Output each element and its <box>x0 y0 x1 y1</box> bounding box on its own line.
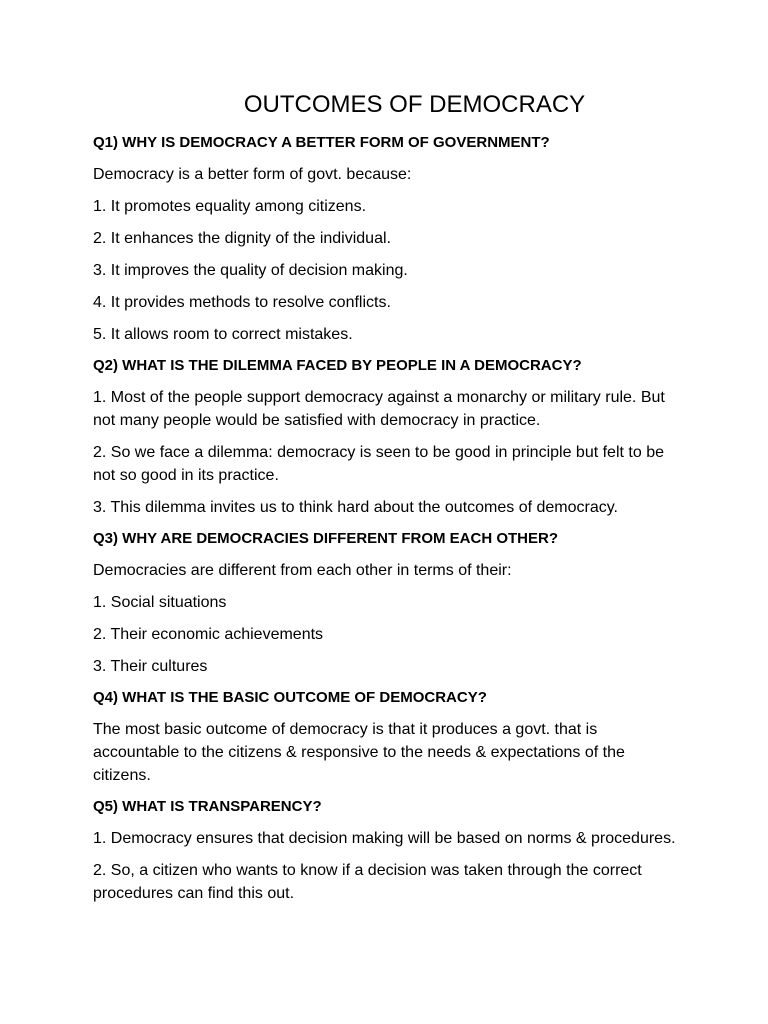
answer-paragraph: 4. It provides methods to resolve conflicts. <box>93 294 391 311</box>
section-q4 <box>93 687 678 787</box>
document-title: OUTCOMES OF DEMOCRACY <box>243 91 586 118</box>
answer-paragraph: 3. This dilemma invites us to think hard about the outcomes of democracy. <box>93 499 618 516</box>
answer-paragraph: 1. Social situations <box>93 594 227 611</box>
section-q3 <box>93 528 678 678</box>
section-q2 <box>93 355 678 519</box>
document-page <box>93 88 678 914</box>
answer-paragraph: 3. Their cultures <box>93 658 208 675</box>
answer-paragraph: 1. Democracy ensures that decision making will be based on norms & procedures. <box>93 830 676 847</box>
answer-paragraph: The most basic outcome of democracy is that it produces a govt. that is accountable to the citizens & responsive to the needs & expectations of the citizens. <box>93 721 625 784</box>
answer-paragraph: 2. So, a citizen who wants to know if a decision was taken through the correct procedures can find this out. <box>93 862 642 902</box>
section-q1 <box>93 132 678 346</box>
answer-paragraph: 2. It enhances the dignity of the individual. <box>93 230 391 247</box>
answer-paragraph: 3. It improves the quality of decision making. <box>93 262 408 279</box>
section-q5 <box>93 796 678 905</box>
answer-paragraph: 1. Most of the people support democracy against a monarchy or military rule. But not many people would be satisfied with democracy in practice. <box>93 389 665 429</box>
answer-paragraph: 2. Their economic achievements <box>93 626 324 643</box>
question-heading: Q3) WHY ARE DEMOCRACIES DIFFERENT FROM EACH OTHER? <box>93 530 559 547</box>
question-heading: Q5) WHAT IS TRANSPARENCY? <box>93 798 322 815</box>
question-heading: Q4) WHAT IS THE BASIC OUTCOME OF DEMOCRACY? <box>93 689 487 706</box>
answer-paragraph: 2. So we face a dilemma: democracy is seen to be good in principle but felt to be not so good in its practice. <box>93 444 664 484</box>
answer-paragraph: Democracy is a better form of govt. because: <box>93 166 412 183</box>
question-heading: Q2) WHAT IS THE DILEMMA FACED BY PEOPLE IN A DEMOCRACY? <box>93 357 582 374</box>
question-heading: Q1) WHY IS DEMOCRACY A BETTER FORM OF GOVERNMENT? <box>93 134 550 151</box>
answer-paragraph: 5. It allows room to correct mistakes. <box>93 326 353 343</box>
answer-paragraph: 1. It promotes equality among citizens. <box>93 198 367 215</box>
answer-paragraph: Democracies are different from each other in terms of their: <box>93 562 512 579</box>
